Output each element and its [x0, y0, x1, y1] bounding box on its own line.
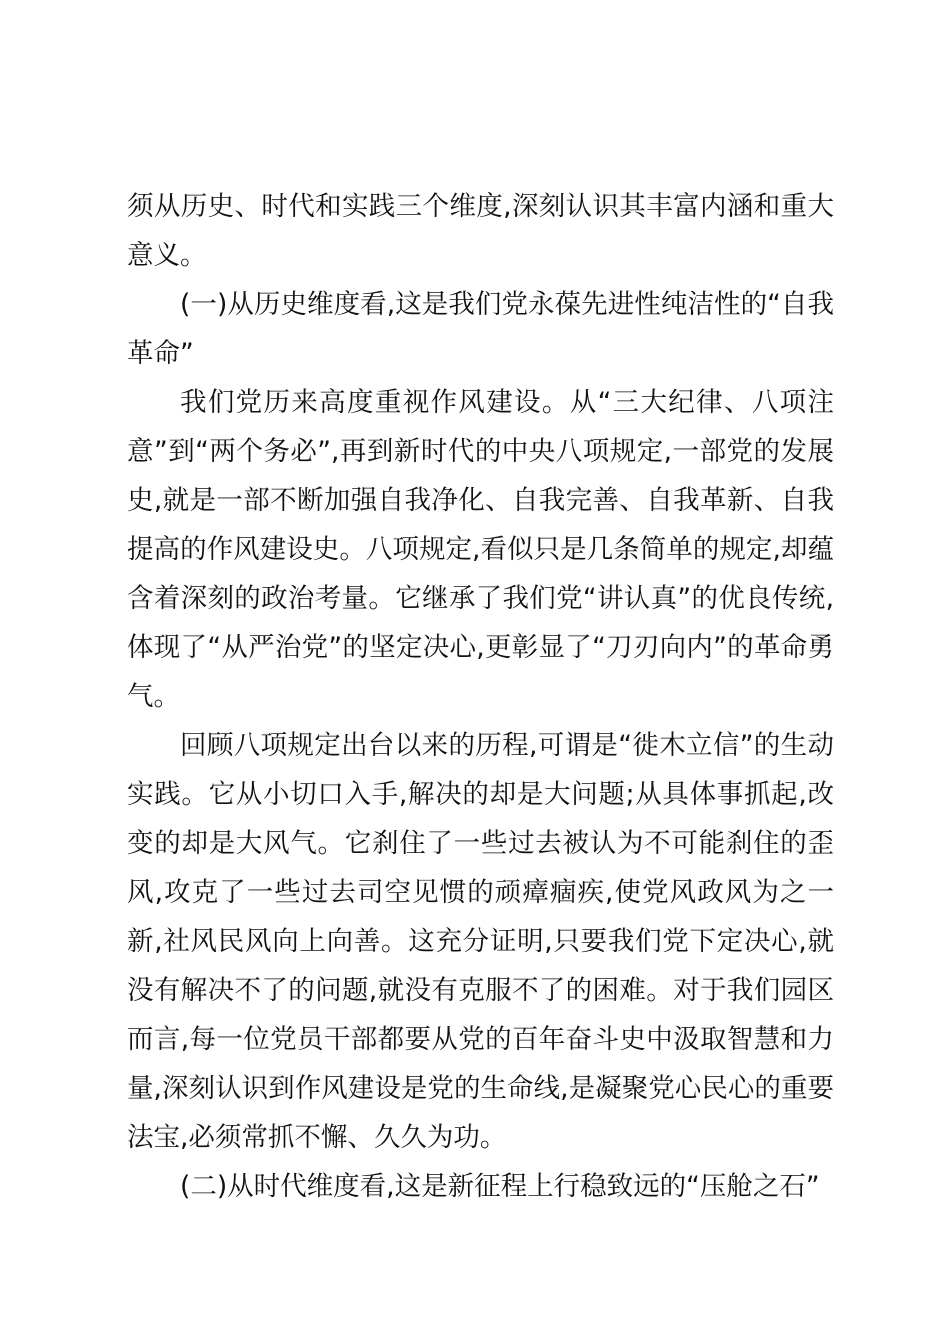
- body-paragraph-style-building: 我们党历来高度重视作风建设。从“三大纪律、八项注意”到“两个务必”,再到新时代的中央八项规定,一部党的发展史,就是一部不断加强自我净化、自我完善、自我革新、自我提高的作风建设史。八项规定,看似只是几条简单的规定,却蕴含着深刻的政治考量。它继承了我们党“讲认真”的优良传统,体现了“从严治党”的坚定决心,更彰显了“刀刃向内”的革命勇气。: [127, 387, 834, 712]
- section-heading-era: (二)从时代维度看,这是新征程上行稳致远的“压舱之石”: [180, 1171, 820, 1202]
- section-heading-historical: (一)从历史维度看,这是我们党永葆先进性纯洁性的“自我革命”: [127, 289, 834, 369]
- document-page: [127, 182, 834, 1211]
- body-paragraph-eight-rules-review: 回顾八项规定出台以来的历程,可谓是“徙木立信”的生动实践。它从小切口入手,解决的却是大问题;从具体事抓起,改变的却是大风气。它刹住了一些过去被认为不可能刹住的歪风,攻克了一些过去司空见惯的顽瘴痼疾,使党风政风为之一新,社风民风向上向善。这充分证明,只要我们党下定决心,就没有解决不了的问题,就没有克服不了的困难。对于我们园区而言,每一位党员干部都要从党的百年奋斗史中汲取智慧和力量,深刻认识到作风建设是党的生命线,是凝聚党心民心的重要法宝,必须常抓不懈、久久为功。: [127, 730, 834, 1153]
- body-paragraph-continuation: 须从历史、时代和实践三个维度,深刻认识其丰富内涵和重大意义。: [127, 191, 834, 271]
